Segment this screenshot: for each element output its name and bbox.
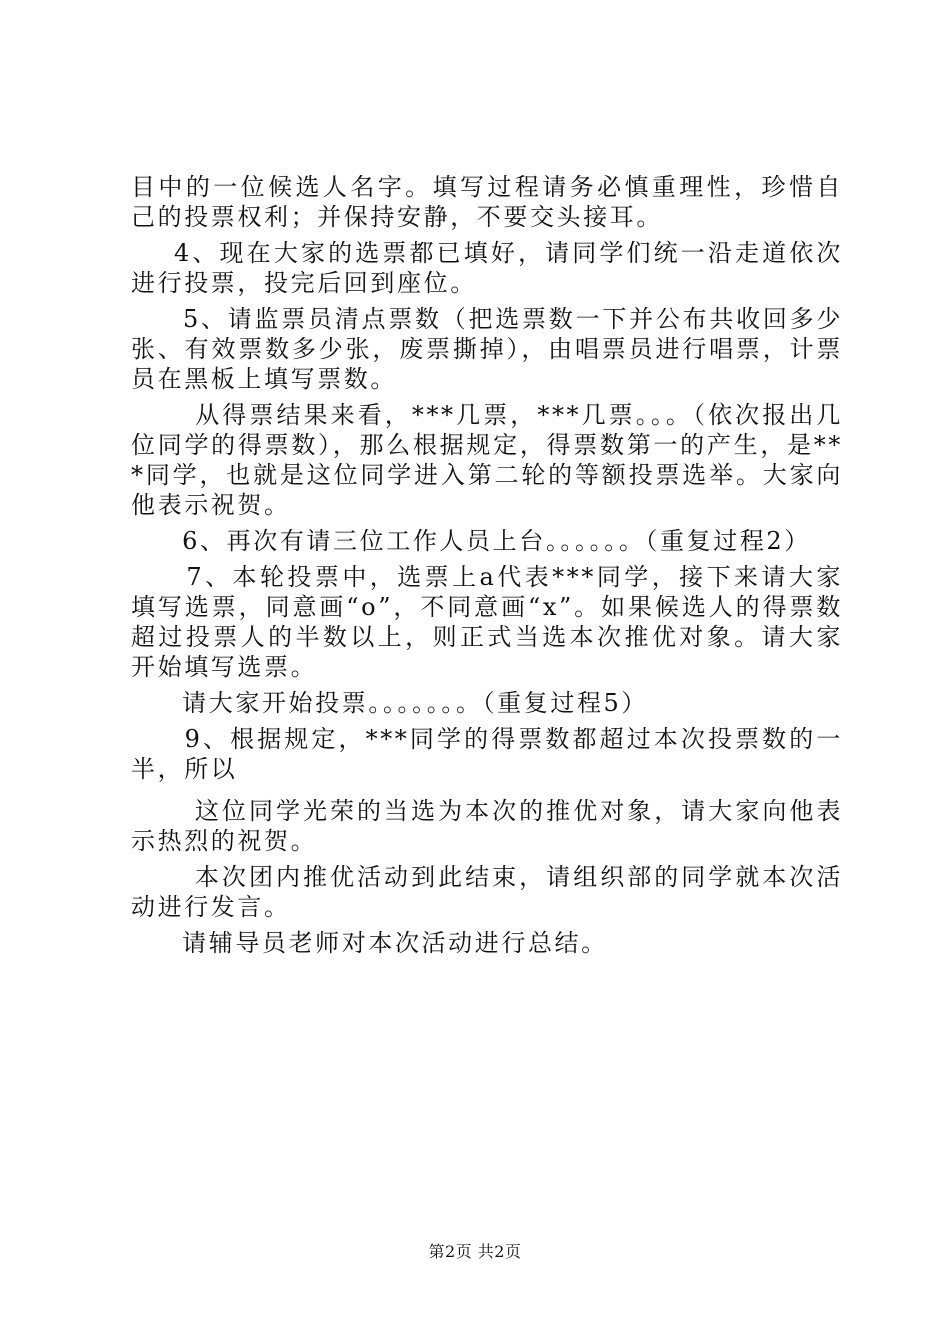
paragraph-11: 请辅导员老师对本次活动进行总结。	[131, 929, 608, 957]
paragraph-8: 9、根据规定，***同学的得票数都超过本次投票数的一半，所以	[131, 725, 843, 783]
paragraph-4: 从得票结果来看，***几票，***几票。。。（依次报出几位同学的得票数），那么根据规定，得票数第一的产生，是***同学，也就是这位同学进入第二轮的等额投票选举。大家向他表示祝贺。	[131, 401, 843, 519]
document-body	[131, 172, 843, 958]
paragraph-5: 6、再次有请三位工作人员上台。。。。。。（重复过程2）	[131, 527, 811, 555]
paragraph-1: 目中的一位候选人名字。填写过程请务必慎重理性，珍惜自己的投票权利；并保持安静，不要交头接耳。	[131, 173, 843, 231]
paragraph-7: 请大家开始投票。。。。。。。（重复过程5）	[131, 689, 649, 717]
paragraph-6: 7、本轮投票中，选票上a代表***同学，接下来请大家填写选票，同意画“o”，不同意画“x”。如果候选人的得票数超过投票人的半数以上，则正式当选本次推优对象。请大家开始填写选票。	[131, 563, 843, 681]
paragraph-2: 4、现在大家的选票都已填好，请同学们统一沿走道依次进行投票，投完后回到座位。	[131, 239, 843, 297]
paragraph-9: 这位同学光荣的当选为本次的推优对象，请大家向他表示热烈的祝贺。	[131, 797, 843, 855]
paragraph-3: 5、请监票员清点票数（把选票数一下并公布共收回多少张、有效票数多少张，废票撕掉），由唱票员进行唱票，计票员在黑板上填写票数。	[131, 305, 843, 393]
paragraph-10: 本次团内推优活动到此结束，请组织部的同学就本次活动进行发言。	[131, 863, 843, 921]
page-footer: 第2页 共2页	[428, 1242, 522, 1261]
